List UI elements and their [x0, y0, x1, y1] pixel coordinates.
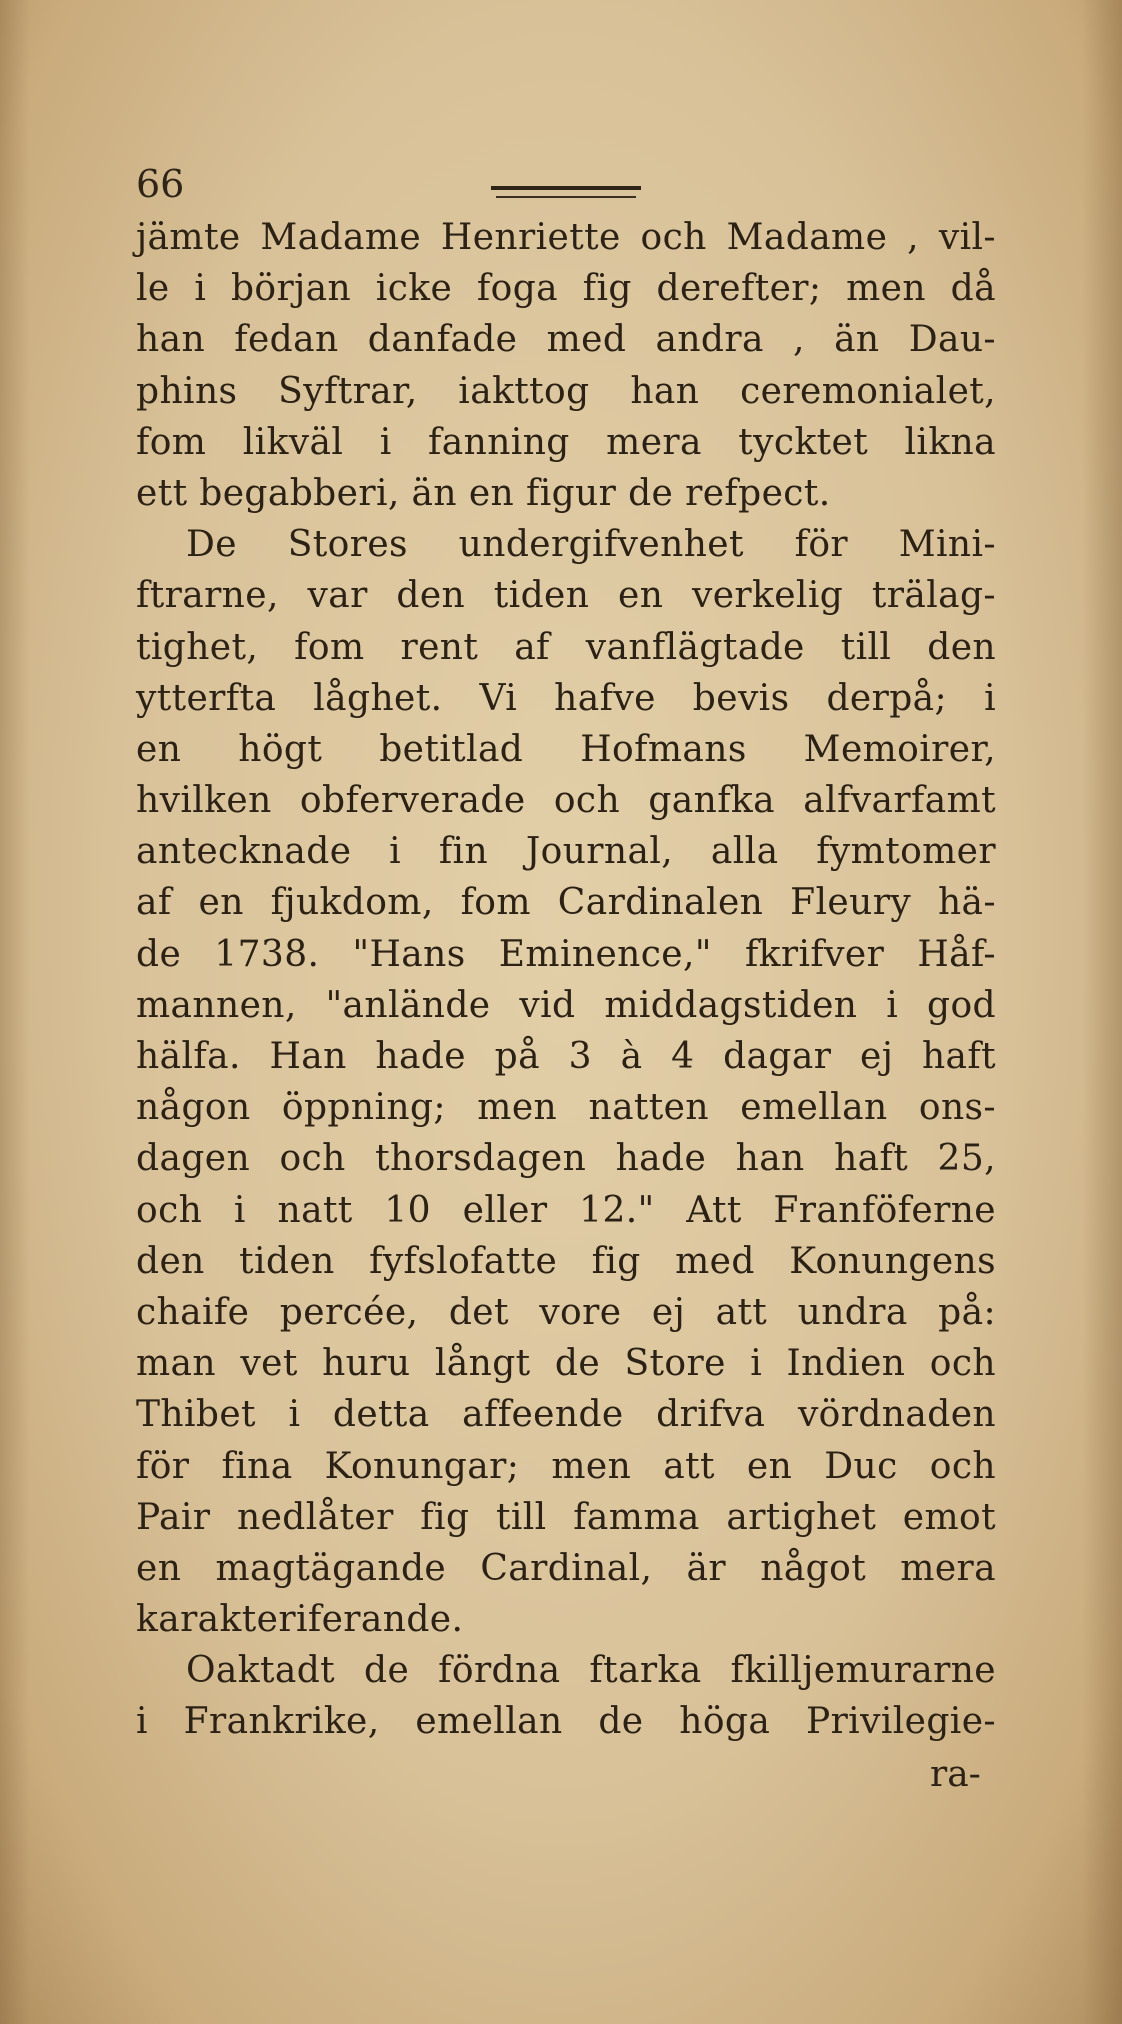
text-line: hvilken obferverade och ganfka alfvarfamt [136, 780, 996, 822]
text-line: antecknade i fin Journal, alla fymtomer [136, 831, 996, 873]
text-line: och i natt 10 eller 12." Att Franföferne [136, 1189, 996, 1231]
text-line: ytterfta låghet. Vi hafve bevis derpå; i [136, 677, 996, 719]
text-line: dagen och thorsdagen hade han haft 25, [136, 1138, 996, 1180]
text-line: någon öppning; men natten emellan ons- [136, 1087, 996, 1129]
text-line: phins Syftrar, iakttog han ceremonialet, [136, 370, 996, 412]
text-line: tighet, fom rent af vanflägtade till den [136, 626, 996, 668]
text-line: chaife percée, det vore ej att undra på: [136, 1291, 996, 1333]
text-line: mannen, "anlände vid middagstiden i god [136, 984, 996, 1026]
page-number: 66 [136, 162, 185, 206]
text-line: man vet huru långt de Store i Indien och [136, 1343, 996, 1385]
text-line: den tiden fyfslofatte fig med Konungens [136, 1240, 996, 1282]
text-line: en magtägande Cardinal, är något mera [136, 1547, 996, 1589]
text-line: de 1738. "Hans Eminence," fkrifver Håf- [136, 933, 996, 975]
text-line: af en fjukdom, fom Cardinalen Fleury hä- [136, 882, 996, 924]
text-line: jämte Madame Henriette och Madame , vil- [136, 217, 996, 258]
text-line: Thibet i detta affeende drifva vördnaden [136, 1394, 996, 1436]
text-line: ett begabberi, än en figur de refpect. [136, 472, 831, 514]
header-rule-thin [496, 196, 636, 198]
text-line: ftrarne, var den tiden en verkelig trälag- [136, 575, 996, 617]
text-line: Oaktadt de fördna ftarka fkilljemurarne [186, 1650, 996, 1692]
body-text [136, 212, 996, 1748]
text-line: fom likväl i fanning mera tycktet likna [136, 421, 996, 463]
text-line: hälfa. Han hade på 3 à 4 dagar ej haft [136, 1036, 996, 1077]
text-line: en högt betitlad Hofmans Memoirer, [136, 728, 996, 770]
catchword: ra- [930, 1754, 981, 1795]
text-line: i Frankrike, emellan de höga Privilegie- [136, 1701, 996, 1743]
page-shadow-right [1082, 0, 1122, 2024]
page-shadow-left [0, 0, 30, 2024]
text-line: Pair nedlåter fig till famma artighet emot [136, 1496, 996, 1538]
header-rule [491, 186, 641, 190]
text-line: le i början icke foga fig derefter; men då [136, 268, 996, 310]
text-line: för fina Konungar; men att en Duc och [136, 1445, 996, 1487]
text-line: De Stores undergifvenhet för Mini- [186, 524, 996, 566]
text-line: karakteriferande. [136, 1599, 464, 1641]
text-line: han fedan danfade med andra , än Dau- [136, 319, 996, 361]
